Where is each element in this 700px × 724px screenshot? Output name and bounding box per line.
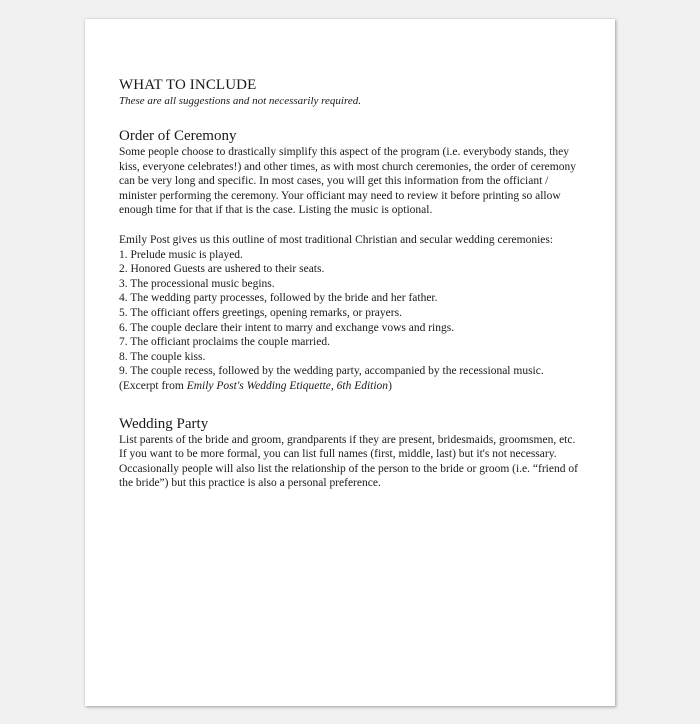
wedding-party-text: List parents of the bride and groom, grandparents if they are present, bridesmaids, groomsmen, etc. If you want to be more formal, you can list full names (first, middle, last) but it's not necessary. Occasionally people will also list the relationship of the person to the bride or groom (i.e. “friend of the bride”) but this practice is also a personal preference. <box>119 433 578 490</box>
list-item: 9. The couple recess, followed by the wedding party, accompanied by the recessional music. <box>119 365 544 378</box>
excerpt-prefix: (Excerpt from <box>119 379 187 392</box>
list-item: 4. The wedding party processes, followed by the bride and her father. <box>119 292 438 305</box>
ceremony-steps-list <box>119 248 585 379</box>
ceremony-intro: Some people choose to drastically simplify this aspect of the program (i.e. everybody stands, they kiss, everyone celebrates!) and other times, as with most church ceremonies, the order of ceremony can be very long and specific. In most cases, you will get this information from the officiant / minister performing the ceremony. Your officiant may need to review it before printing so allow enough time for that if that is the case. Listing the music is optional. <box>119 146 576 217</box>
spacer <box>119 218 585 233</box>
spacer <box>119 394 585 416</box>
wedding-party-heading: Wedding Party <box>119 415 209 432</box>
list-item: 1. Prelude music is played. <box>119 248 243 261</box>
ceremony-heading: Order of Ceremony <box>119 128 237 144</box>
excerpt-suffix: ) <box>388 379 392 392</box>
list-item: 5. The officiant offers greetings, opening remarks, or prayers. <box>119 306 402 319</box>
list-item: 6. The couple declare their intent to marry and exchange vows and rings. <box>119 321 455 334</box>
outline-intro: Emily Post gives us this outline of most traditional Christian and secular wedding ceremonies: <box>119 233 554 246</box>
document-subtitle: These are all suggestions and not necessarily required. <box>119 95 361 107</box>
list-item: 8. The couple kiss. <box>119 350 206 363</box>
document-title: WHAT TO INCLUDE <box>119 77 257 93</box>
list-item: 2. Honored Guests are ushered to their seats. <box>119 263 325 276</box>
excerpt-citation <box>119 379 585 394</box>
list-item: 7. The officiant proclaims the couple married. <box>119 336 330 349</box>
excerpt-source: Emily Post's Wedding Etiquette, 6th Edition <box>186 379 389 392</box>
document-page <box>85 19 615 706</box>
list-item: 3. The processional music begins. <box>119 277 275 290</box>
